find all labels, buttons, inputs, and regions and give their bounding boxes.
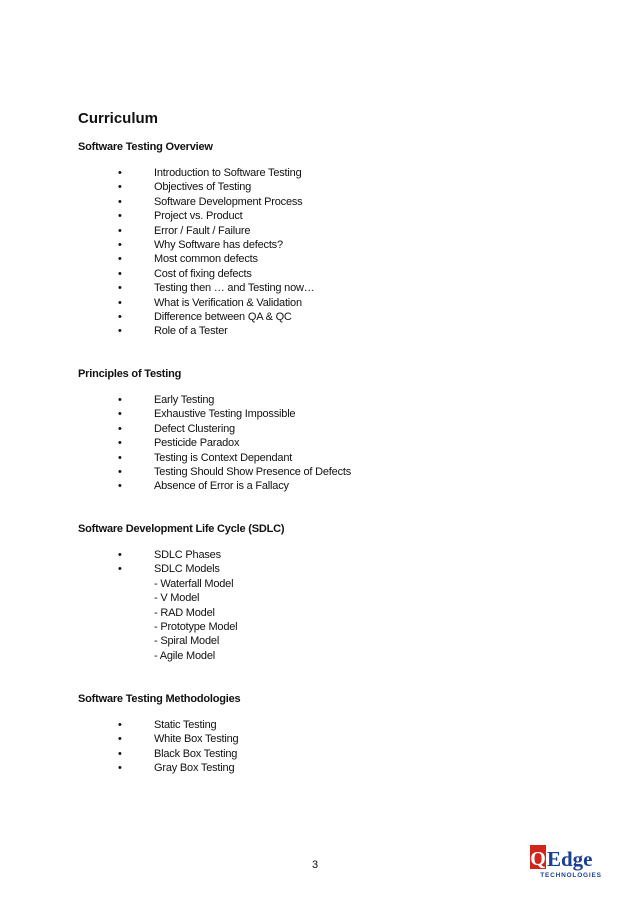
bullet-list xyxy=(78,548,578,577)
bullet-icon: • xyxy=(118,167,122,179)
list-item-text: Testing is Context Dependant xyxy=(154,451,293,464)
list-item-text: Software Development Process xyxy=(154,195,303,208)
list-item xyxy=(78,407,578,421)
qedge-logo xyxy=(530,843,612,880)
list-item xyxy=(78,479,578,493)
list-item-text: Difference between QA & QC xyxy=(154,311,292,324)
bullet-list xyxy=(78,718,578,776)
list-item-text: Introduction to Software Testing xyxy=(154,167,302,179)
section-heading: Software Testing Methodologies xyxy=(78,693,241,705)
bullet-list xyxy=(78,166,578,339)
list-item-text: SDLC Models xyxy=(154,563,220,576)
section-principles-of-testing xyxy=(78,368,578,494)
bullet-icon: • xyxy=(118,394,122,406)
page-number: 3 xyxy=(312,859,319,871)
sub-list-item: - Spiral Model xyxy=(154,635,220,648)
bullet-icon: • xyxy=(118,311,122,324)
bullet-icon: • xyxy=(118,296,122,309)
list-item-text: What is Verification & Validation xyxy=(154,296,302,309)
page-title: Curriculum xyxy=(78,110,159,127)
logo-technologies-text: TECHNOLOGIES xyxy=(540,872,602,879)
list-item xyxy=(78,451,578,465)
list-item-text: Role of a Tester xyxy=(154,325,228,338)
bullet-icon: • xyxy=(118,267,122,280)
list-item xyxy=(78,267,578,281)
list-item-text: Early Testing xyxy=(154,394,215,406)
list-item xyxy=(78,180,578,194)
list-item xyxy=(78,393,578,407)
list-item-text: Absence of Error is a Fallacy xyxy=(154,480,289,493)
list-item xyxy=(78,252,578,266)
list-item-text: Testing Should Show Presence of Defects xyxy=(154,466,352,479)
bullet-list xyxy=(78,393,578,494)
list-item-text: Why Software has defects? xyxy=(154,239,283,252)
list-item xyxy=(78,747,578,761)
list-item xyxy=(78,296,578,310)
section-software-testing-overview xyxy=(78,141,578,339)
list-item-text: Project vs. Product xyxy=(154,210,243,223)
list-item xyxy=(78,281,578,295)
list-item-text: Gray Box Testing xyxy=(154,762,235,775)
list-item xyxy=(78,732,578,746)
logo-edge-text: Edge xyxy=(547,847,593,871)
list-item-text: Pesticide Paradox xyxy=(154,437,240,450)
list-item xyxy=(78,324,578,338)
bullet-icon: • xyxy=(118,181,122,194)
list-item-text: Defect Clustering xyxy=(154,422,235,435)
list-item xyxy=(78,166,578,180)
list-item xyxy=(78,465,578,479)
bullet-icon: • xyxy=(118,437,122,450)
list-item xyxy=(78,436,578,450)
bullet-icon: • xyxy=(118,549,122,561)
list-item xyxy=(78,224,578,238)
sub-list-item: - Waterfall Model xyxy=(154,577,234,590)
list-item-text: Black Box Testing xyxy=(154,747,238,760)
bullet-icon: • xyxy=(118,762,122,775)
bullet-icon: • xyxy=(118,282,122,295)
bullet-icon: • xyxy=(118,451,122,464)
bullet-icon: • xyxy=(118,253,122,266)
bullet-icon: • xyxy=(118,210,122,223)
sub-list xyxy=(78,577,578,663)
bullet-icon: • xyxy=(118,195,122,208)
sub-list-item: - Agile Model xyxy=(154,649,215,662)
bullet-icon: • xyxy=(118,719,122,731)
bullet-icon: • xyxy=(118,747,122,760)
list-item xyxy=(78,209,578,223)
list-item xyxy=(78,310,578,324)
list-item-text: Objectives of Testing xyxy=(154,181,252,194)
list-item-text: Most common defects xyxy=(154,253,258,266)
list-item-text: SDLC Phases xyxy=(154,549,221,561)
bullet-icon: • xyxy=(118,325,122,338)
section-heading: Software Testing Overview xyxy=(78,141,213,153)
bullet-icon: • xyxy=(118,480,122,493)
list-item xyxy=(78,761,578,775)
section-heading: Principles of Testing xyxy=(78,368,182,380)
sub-list-item: - Prototype Model xyxy=(154,621,238,634)
list-item-text: Exhaustive Testing Impossible xyxy=(154,408,296,421)
bullet-icon: • xyxy=(118,224,122,237)
list-item-text: Cost of fixing defects xyxy=(154,267,252,280)
list-item xyxy=(78,562,578,576)
list-item xyxy=(78,422,578,436)
bullet-icon: • xyxy=(118,466,122,479)
section-heading: Software Development Life Cycle (SDLC) xyxy=(78,523,285,535)
section-software-testing-methodologies xyxy=(78,693,578,776)
list-item xyxy=(78,718,578,732)
list-item xyxy=(78,195,578,209)
list-item xyxy=(78,548,578,562)
bullet-icon: • xyxy=(118,422,122,435)
logo-q-letter: Q xyxy=(530,848,546,870)
sub-list-item: - RAD Model xyxy=(154,606,215,619)
list-item-text: Error / Fault / Failure xyxy=(154,224,251,237)
sub-list-item: - V Model xyxy=(154,592,200,605)
bullet-icon: • xyxy=(118,239,122,252)
bullet-icon: • xyxy=(118,408,122,421)
list-item-text: White Box Testing xyxy=(154,733,239,746)
bullet-icon: • xyxy=(118,563,122,576)
section-sdlc xyxy=(78,523,578,663)
list-item xyxy=(78,238,578,252)
list-item-text: Testing then … and Testing now… xyxy=(154,282,315,295)
bullet-icon: • xyxy=(118,733,122,746)
list-item-text: Static Testing xyxy=(154,719,217,731)
